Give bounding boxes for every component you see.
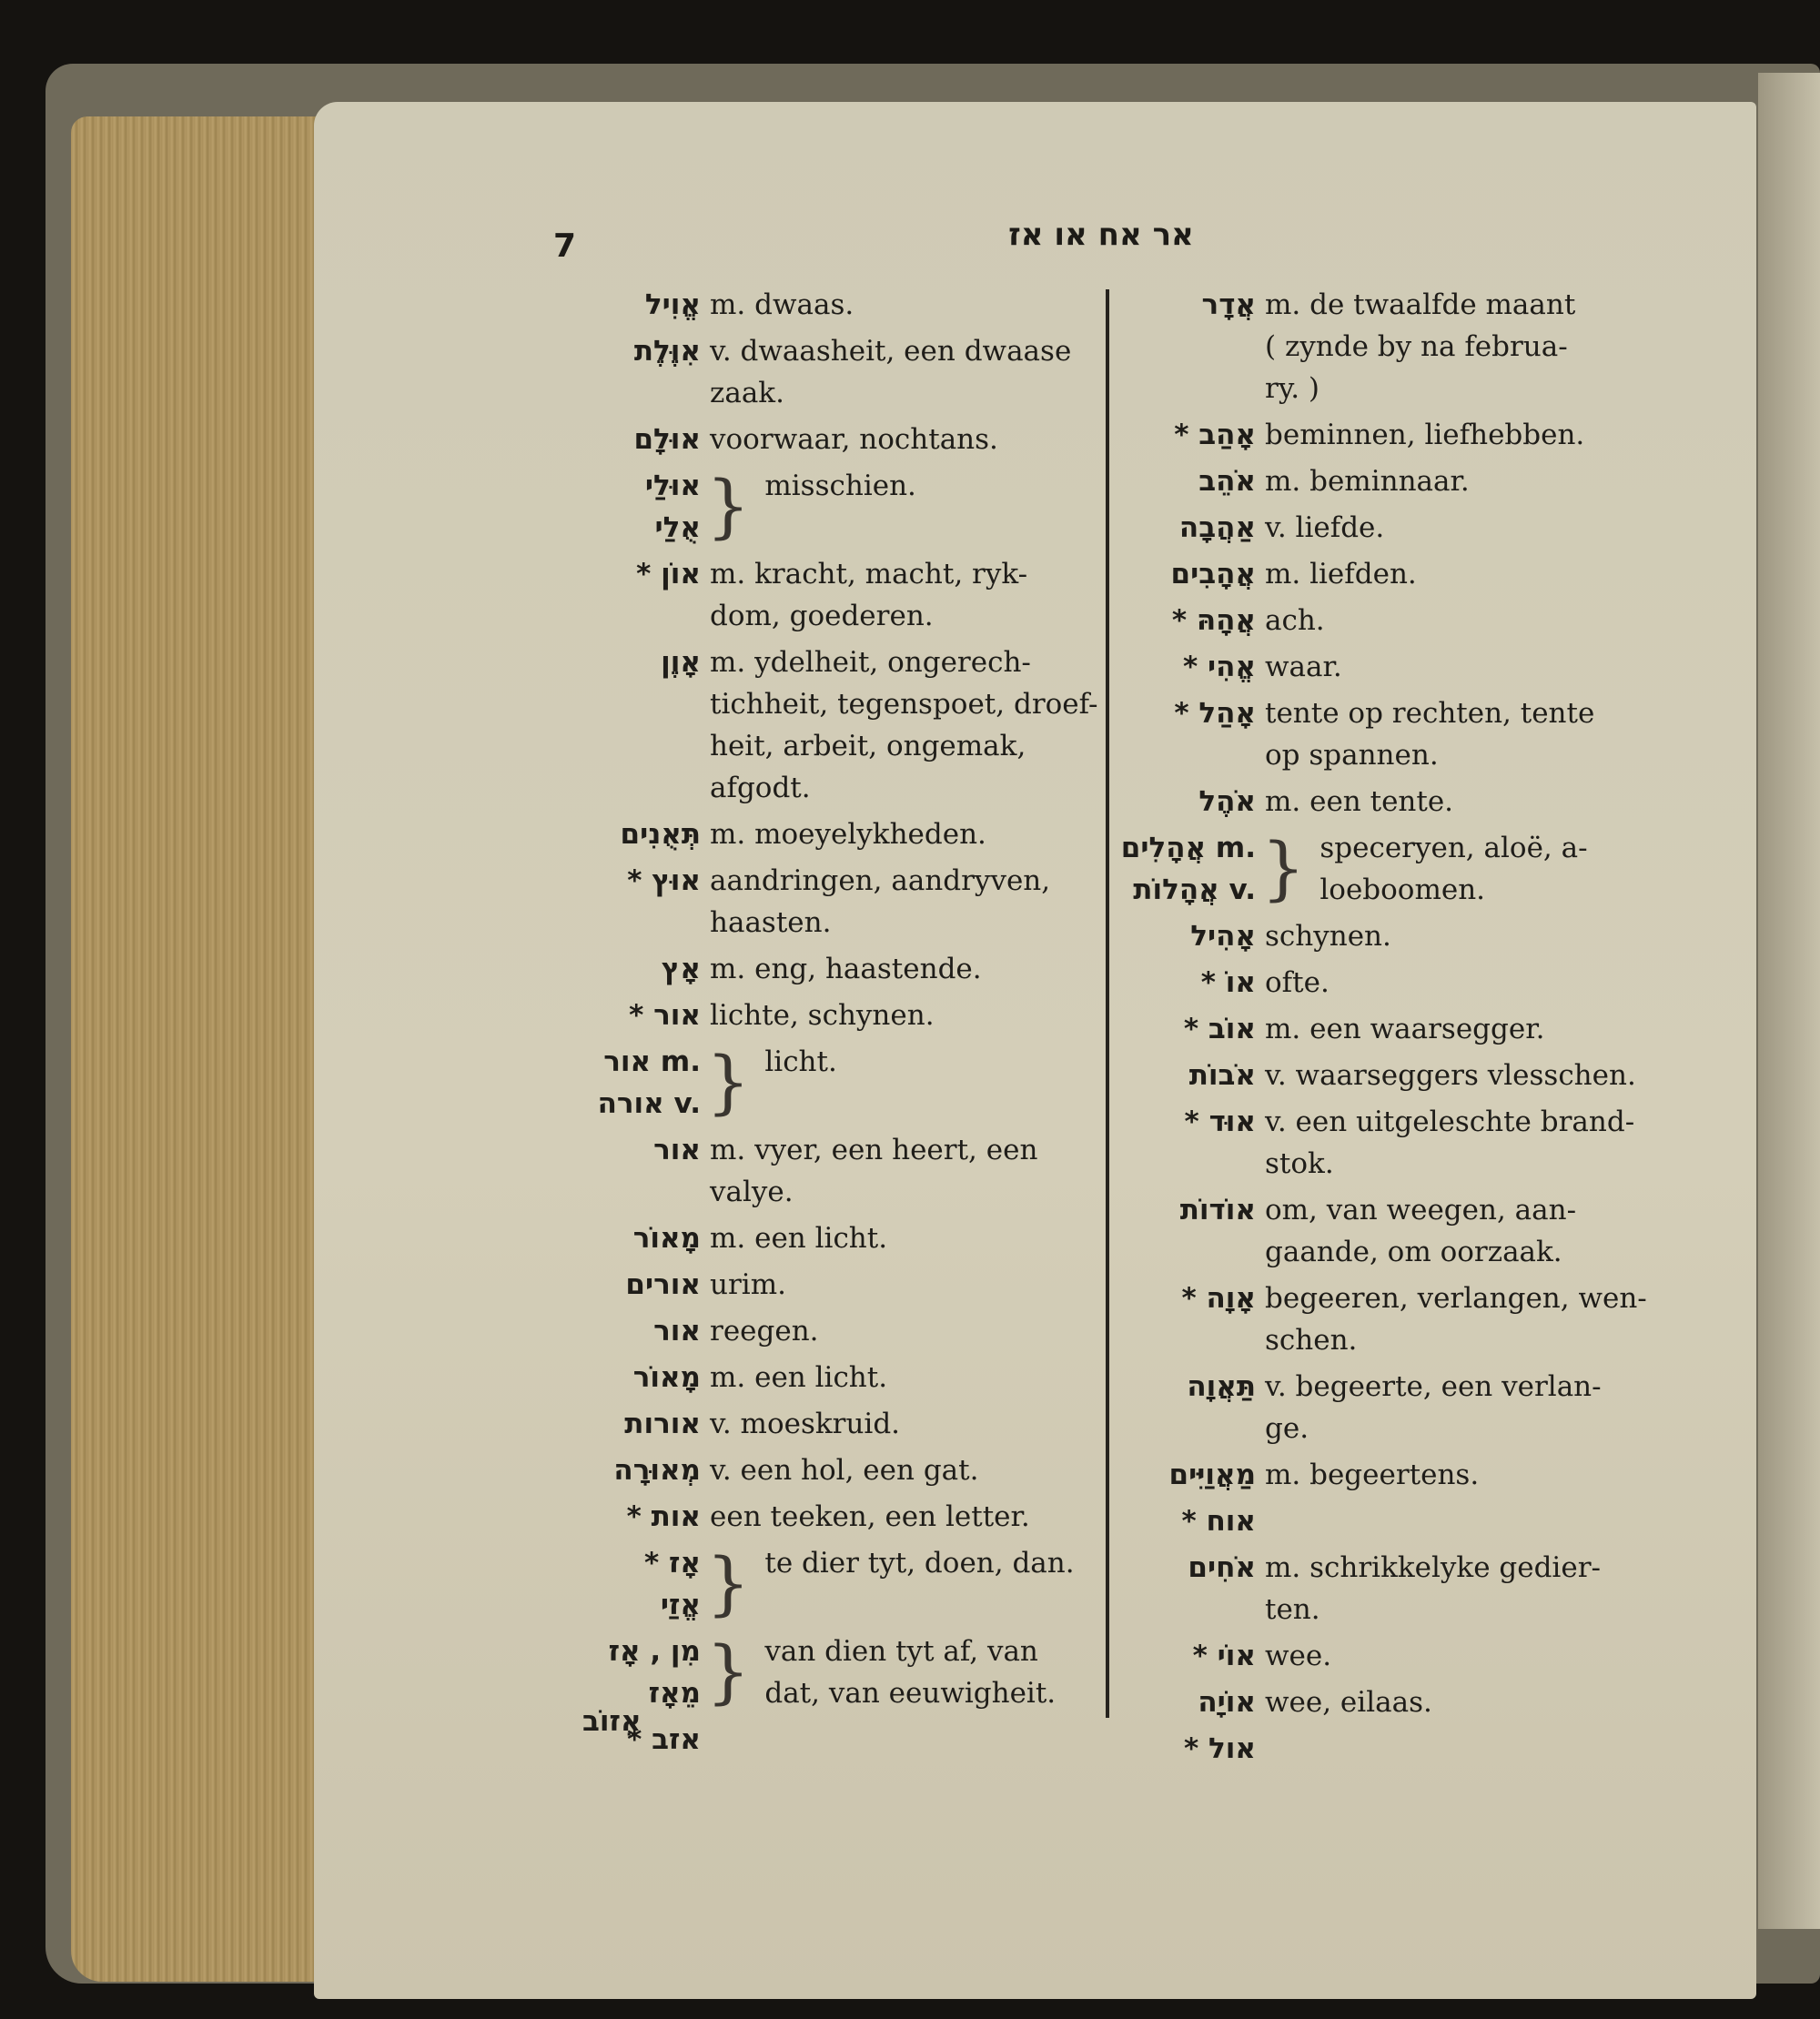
headword — [582, 1542, 701, 1626]
headword: * אוּד — [1184, 1105, 1256, 1138]
headword-variant: אֲהָלִים m. — [1120, 832, 1256, 864]
dictionary-entry — [1119, 1189, 1674, 1273]
headword: מְאוּרָה — [613, 1454, 701, 1487]
dictionary-entry — [1119, 1547, 1674, 1630]
definition-text: ach. — [1265, 604, 1325, 637]
dictionary-entry — [582, 813, 1101, 855]
headword: * אֱהִי — [1182, 651, 1256, 683]
dictionary-entry — [1119, 1055, 1674, 1096]
definition-text: van dien tyt af, van dat, van eeuwigheit. — [764, 1635, 1057, 1710]
definition-text: m. kracht, macht, ryk- dom, goederen. — [710, 558, 1028, 632]
definition-text: m. de twaalfde maant ( zynde by na februa- ry. ) — [1265, 288, 1576, 405]
dictionary-entry — [1119, 1681, 1674, 1723]
headword-variant: אוּלַי — [644, 469, 701, 502]
definition-text: m. vyer, een heert, een valye. — [710, 1134, 1038, 1208]
headword: * אוח — [1181, 1505, 1256, 1538]
definition-text: te dier tyt, doen, dan. — [764, 1547, 1075, 1580]
definition-text: om, van weegen, aan- gaande, om oorzaak. — [1265, 1194, 1577, 1268]
definition-text: m. een waarsegger. — [1265, 1013, 1545, 1045]
dictionary-entry — [1119, 1008, 1674, 1050]
headword-variant: אורה v. — [597, 1087, 701, 1120]
dictionary-entry — [582, 1217, 1101, 1259]
dictionary-entry — [1119, 1635, 1674, 1677]
definition-text: v. moeskruid. — [710, 1408, 901, 1440]
headword-variant: אֱזַי — [660, 1589, 701, 1621]
dictionary-entry — [582, 1403, 1101, 1445]
headword: אֹהֵב — [1198, 465, 1256, 498]
definition-text: waar. — [1265, 651, 1342, 683]
dictionary-entry — [1119, 1277, 1674, 1361]
brace-glyph: } — [1261, 827, 1306, 908]
headword: אוּלָם — [633, 423, 701, 456]
definition-text: m. eng, haastende. — [710, 953, 982, 985]
dictionary-entry — [1119, 1101, 1674, 1185]
headword: תַּאֲוָה — [1187, 1370, 1256, 1403]
dictionary-entry — [1119, 646, 1674, 688]
dictionary-entry — [1119, 600, 1674, 641]
headword: * אָוָה — [1181, 1282, 1256, 1315]
headword: אַהֲבָה — [1178, 511, 1256, 544]
dictionary-entry — [582, 1357, 1101, 1398]
headword: * אֲהָהּ — [1171, 604, 1256, 637]
brace-glyph: } — [706, 465, 751, 546]
headword: אור — [653, 1315, 701, 1348]
headword: אִוֶּלֶת — [633, 335, 701, 368]
dictionary-entry — [582, 948, 1101, 990]
definition-text: tente op rechten, tente op spannen. — [1265, 697, 1595, 772]
brace-glyph: } — [706, 1041, 751, 1122]
definition-text: v. een uitgeleschte brand- stok. — [1265, 1105, 1635, 1180]
dictionary-entry — [582, 860, 1101, 944]
dictionary-entry — [1119, 1366, 1674, 1449]
left-column — [582, 284, 1101, 1765]
dictionary-entry — [582, 284, 1101, 326]
headword: אוֹדוֹת — [1179, 1194, 1256, 1227]
brace-glyph: } — [706, 1630, 751, 1711]
headword: אוֹיָה — [1198, 1686, 1256, 1719]
definition-text: m. schrikkelyke gedier- ten. — [1265, 1551, 1601, 1626]
definition-text: m. moeyelykheden. — [710, 818, 986, 851]
headword: * אוֹן — [636, 558, 701, 591]
headword: * אָהַל — [1174, 697, 1256, 730]
headword: מָאוֹר — [632, 1361, 701, 1394]
headword-variant: אור m. — [603, 1045, 701, 1078]
dictionary-entry — [1119, 460, 1674, 502]
definition-text: m. begeertens. — [1265, 1459, 1480, 1491]
column-divider — [1106, 289, 1109, 1718]
headword: מַאֲוַיִּים — [1168, 1459, 1256, 1491]
dictionary-entry — [582, 1542, 1101, 1626]
definition-text: speceryen, aloë, a- loeboomen. — [1320, 832, 1588, 906]
headword: * אוּץ — [627, 864, 701, 897]
definition-text: v. begeerte, een verlan- ge. — [1265, 1370, 1602, 1445]
headword — [582, 1041, 701, 1125]
headword: מָאוֹר — [632, 1222, 701, 1255]
definition-text: misschien. — [764, 469, 916, 502]
dictionary-entry — [1119, 781, 1674, 823]
dictionary-entry — [1119, 827, 1674, 911]
definition-text: aandringen, aandryven, haasten. — [710, 864, 1051, 939]
headword: אָץ — [661, 953, 701, 985]
headword-variant: אֲהָלוֹת v. — [1133, 873, 1256, 906]
dictionary-entry — [582, 1496, 1101, 1538]
dictionary-entry — [1119, 1500, 1674, 1542]
dictionary-entry — [582, 1264, 1101, 1306]
definition-text: wee, eilaas. — [1265, 1686, 1432, 1719]
definition-text: ofte. — [1265, 966, 1330, 999]
dictionary-entry — [582, 994, 1101, 1036]
definition-text: v. dwaasheit, een dwaase zaak. — [710, 335, 1072, 409]
headword: * אוֹ — [1200, 966, 1256, 999]
dictionary-entry — [582, 1719, 1101, 1761]
dictionary-entry — [582, 330, 1101, 414]
headword: * אול — [1184, 1732, 1256, 1765]
right-column — [1119, 284, 1674, 1774]
headword: * אָהַב — [1174, 419, 1256, 451]
dictionary-entry — [1119, 915, 1674, 957]
definition-text: lichte, schynen. — [710, 999, 935, 1032]
headword: * אור — [629, 999, 701, 1032]
headword — [582, 465, 701, 549]
headword: * אות — [626, 1500, 701, 1533]
headword: אֲדָר — [1201, 288, 1256, 321]
headword: אָהִיל — [1190, 920, 1256, 953]
headword: אֲהָבִים — [1170, 558, 1256, 591]
definition-text: schynen. — [1265, 920, 1391, 953]
headword — [582, 1630, 701, 1714]
definition-text: begeeren, verlangen, wen- schen. — [1265, 1282, 1647, 1357]
headword-variant: * אָז — [644, 1547, 701, 1580]
definition-text: m. liefden. — [1265, 558, 1417, 591]
dictionary-entry — [582, 419, 1101, 460]
definition-text: m. ydelheit, ongerech- tichheit, tegenspoet, droef- heit, arbeit, ongemak, afgodt. — [710, 646, 1098, 804]
definition-text: licht. — [764, 1045, 837, 1078]
definition-text: m. een licht. — [710, 1361, 888, 1394]
headword-variant: מִן , אָז — [608, 1635, 701, 1668]
definition-text: m. een licht. — [710, 1222, 888, 1255]
definition-text: m. dwaas. — [710, 288, 854, 321]
dictionary-entry — [582, 1630, 1101, 1714]
headword: אור — [653, 1134, 701, 1166]
definition-text: wee. — [1265, 1640, 1332, 1672]
dictionary-entry — [582, 553, 1101, 637]
catchword: אֵזוֹב — [582, 1705, 642, 1738]
definition-text: v. een hol, een gat. — [710, 1454, 979, 1487]
dictionary-entry — [1119, 692, 1674, 776]
dictionary-entry — [582, 1129, 1101, 1213]
headword: אֹחִים — [1188, 1551, 1256, 1584]
dictionary-entry — [582, 1449, 1101, 1491]
definition-text: voorwaar, nochtans. — [710, 423, 998, 456]
definition-text: beminnen, liefhebben. — [1265, 419, 1585, 451]
headword: * אזב — [627, 1723, 701, 1756]
headword: אֹבוֹת — [1188, 1059, 1256, 1092]
dictionary-entry — [1119, 414, 1674, 456]
dictionary-entry — [1119, 1454, 1674, 1496]
headword: תְּאֻנִים — [620, 818, 701, 851]
dictionary-entry — [1119, 962, 1674, 1004]
dictionary-entry — [1119, 1728, 1674, 1770]
dictionary-entry — [582, 465, 1101, 549]
headword: אָוֶן — [661, 646, 701, 679]
dictionary-entry — [582, 1041, 1101, 1125]
running-head: אר אח או אז — [1008, 217, 1194, 253]
headword: * אוֹי — [1192, 1640, 1256, 1672]
headword: אֱוִיל — [644, 288, 701, 321]
dictionary-entry — [582, 641, 1101, 809]
dictionary-entry — [1119, 553, 1674, 595]
brace-glyph: } — [706, 1542, 751, 1623]
headword: אורים — [625, 1268, 701, 1301]
headword: אורות — [624, 1408, 701, 1440]
definition-text: v. liefde. — [1265, 511, 1385, 544]
dictionary-entry — [1119, 284, 1674, 409]
headword: * אוֹב — [1183, 1013, 1256, 1045]
page-number: 7 — [553, 227, 577, 265]
definition-text: urim. — [710, 1268, 786, 1301]
facing-page-edge — [1758, 73, 1820, 1929]
headword-variant: מֵאָז — [648, 1677, 701, 1710]
definition-text: m. beminnaar. — [1265, 465, 1470, 498]
headword: אֹהֶל — [1198, 785, 1256, 818]
definition-text: m. een tente. — [1265, 785, 1454, 818]
dictionary-entry — [582, 1310, 1101, 1352]
headword-variant: אֻלַי — [654, 511, 701, 544]
dictionary-entry — [1119, 507, 1674, 549]
definition-text: v. waarseggers vlesschen. — [1265, 1059, 1636, 1092]
headword — [1119, 827, 1256, 911]
definition-text: reegen. — [710, 1315, 819, 1348]
definition-text: een teeken, een letter. — [710, 1500, 1030, 1533]
